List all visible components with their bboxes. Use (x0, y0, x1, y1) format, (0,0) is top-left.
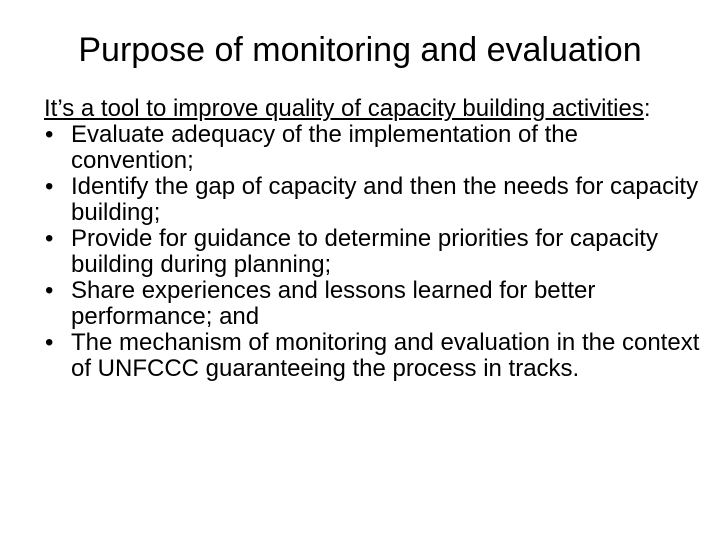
slide-title: Purpose of monitoring and evaluation (78, 31, 642, 69)
bullet-item (44, 226, 704, 278)
intro-paragraph (44, 96, 704, 122)
bullet-text: Identify the gap of capacity and then the needs for capacity building; (71, 173, 699, 226)
bullet-text: The mechanism of monitoring and evaluation in the context of UNFCCC guaranteeing the process in tracks. (71, 329, 700, 382)
intro-underlined-text: It’s a tool to improve quality of capacity building activities (44, 95, 644, 122)
intro-colon: : (643, 95, 651, 122)
bullet-text: Provide for guidance to determine priorities for capacity building during planning; (71, 225, 658, 278)
bullet-text: Share experiences and lessons learned for better performance; and (71, 277, 596, 330)
bullet-list (44, 122, 704, 382)
bullet-item (44, 330, 704, 382)
bullet-dot: • (45, 329, 54, 356)
bullet-dot: • (45, 173, 54, 200)
slide-body (44, 96, 704, 382)
bullet-item (44, 174, 704, 226)
bullet-item (44, 278, 704, 330)
bullet-dot: • (45, 277, 54, 304)
bullet-dot: • (45, 225, 54, 252)
bullet-item (44, 122, 704, 174)
bullet-text: Evaluate adequacy of the implementation of the convention; (71, 121, 578, 174)
bullet-dot: • (45, 121, 54, 148)
